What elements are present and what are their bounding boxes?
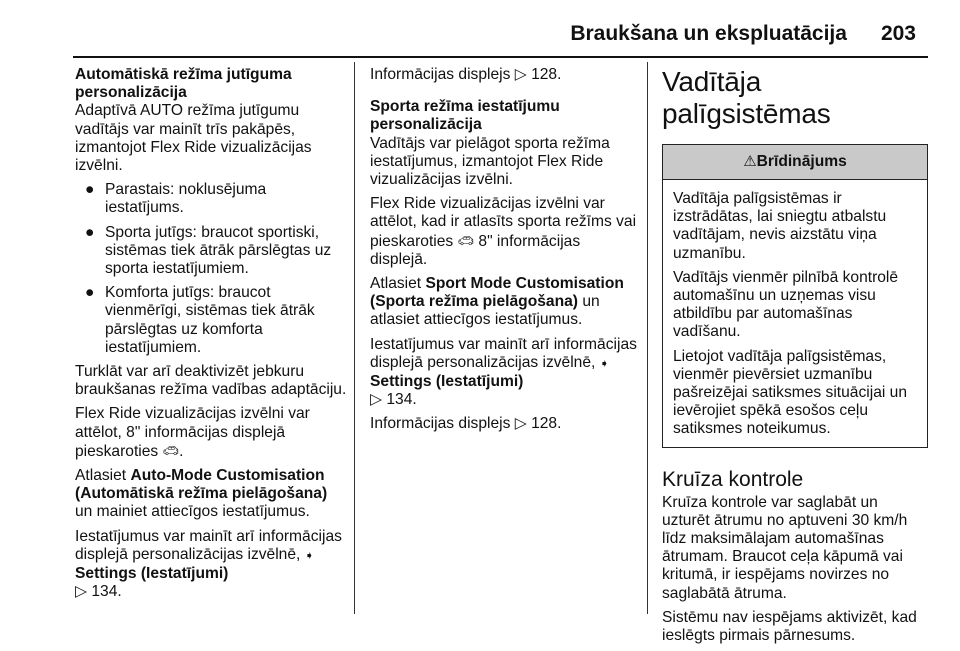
column-2	[370, 66, 640, 440]
section-heading: Automātiskā režīma jutīguma personalizācija	[75, 66, 292, 102]
bullet-icon: ●	[85, 223, 95, 241]
paragraph: Sistēmu nav iespējams aktivizēt, kad ieslēgts pirmais pārnesums.	[662, 608, 917, 645]
chapter-heading: Vadītāja palīgsistēmas	[662, 66, 831, 129]
page-reference[interactable]: 134.	[91, 583, 122, 601]
column-1	[75, 66, 347, 607]
subsection-heading: Kruīza kontrole	[662, 467, 804, 491]
reference-arrow-icon: ▷	[514, 415, 527, 433]
paragraph: Atlasiet Auto-Mode Customisation (Automātiskā režīma pielāgošana) un mainiet attiecīgos iestatījumus.	[75, 467, 328, 521]
paragraph: Informācijas displejs ▷ 128.	[370, 66, 562, 83]
warning-header: ⚠Brīdinājums	[663, 145, 927, 180]
list-item: ● Komforta jutīgs: braucot vienmērīgi, sistēmas tiek ātrāk pārslēgtas uz komforta iestatījumiem.	[85, 284, 315, 356]
page-reference[interactable]: 134.	[386, 391, 417, 409]
paragraph: Lietojot vadītāja palīgsistēmas, vienmēr pievērsiet uzmanību pašreizējai satiksmes situācijai un ievērojiet spēkā esošos ceļu satiksmes noteikumus.	[673, 347, 908, 438]
page-reference[interactable]: 128.	[531, 66, 562, 83]
column-divider	[647, 62, 648, 614]
paragraph: Turklāt var arī deaktivizēt jebkuru braukšanas režīma vadības adaptāciju.	[75, 363, 347, 399]
paragraph: Vadītājs var pielāgot sporta režīma iestatījumus, izmantojot Flex Ride vizualizācijas izvēlni.	[370, 134, 610, 189]
header-rule	[73, 56, 928, 58]
paragraph: Flex Ride vizualizācijas izvēlni var attēlot, kad ir atlasīts sporta režīms vai pieskaroties 🚗︎ 8" informācijas displejā.	[370, 195, 637, 268]
page-reference[interactable]: 128.	[531, 415, 562, 433]
paragraph: Iestatījumus var mainīt arī informācijas displejā personalizācijas izvēlnē, ➧ Settings (Iestatījumi) ▷ 134.	[370, 335, 637, 409]
bullet-icon: ●	[85, 181, 95, 199]
warning-triangle-icon: ⚠	[743, 153, 757, 170]
menu-arrow-icon: ➧	[304, 549, 314, 562]
paragraph: Vadītājs vienmēr pilnībā kontrolē automašīnu un uzņemas visu atbildību par automašīnas vadīšanu.	[673, 268, 899, 341]
reference-arrow-icon: ▷	[514, 66, 527, 83]
reference-arrow-icon: ▷	[75, 583, 87, 601]
column-3	[662, 66, 928, 651]
reference-arrow-icon: ▷	[370, 391, 382, 409]
list-item: ● Parastais: noklusējuma iestatījums.	[85, 181, 267, 217]
car-drive-mode-icon: 🚗︎	[457, 232, 475, 248]
column-divider	[354, 62, 355, 614]
warning-box	[662, 144, 928, 448]
paragraph: Iestatījumus var mainīt arī informācijas displejā personalizācijas izvēlnē, ➧ Settings (Iestatījumi) ▷ 134.	[75, 527, 342, 601]
bullet-icon: ●	[85, 284, 95, 302]
section-heading: Sporta režīma iestatījumu personalizācija	[370, 98, 560, 134]
list-item: ● Sporta jutīgs: braucot sportiski, sistēmas tiek ātrāk pārslēgtas uz sporta iestatījumiem.	[85, 223, 332, 278]
paragraph: Adaptīvā AUTO režīma jutīgumu vadītājs var mainīt trīs pakāpēs, izmantojot Flex Ride vizualizācijas izvēlni.	[75, 102, 312, 175]
paragraph: Kruīza kontrole var saglabāt un uzturēt ātrumu no aptuveni 30 km/h līdz maksimālajam automašīnas ātrumam. Braucot ceļa kāpumā vai kritumā, ir iespējams novirzes no saglabātā ātruma.	[662, 493, 908, 602]
car-drive-mode-icon: 🚗︎	[162, 442, 180, 458]
bullet-list	[75, 181, 347, 357]
paragraph: Flex Ride vizualizācijas izvēlni var attēlot, 8" informācijas displejā pieskaroties 🚗︎.	[75, 405, 310, 460]
paragraph: Informācijas displejs ▷ 128.	[370, 415, 562, 433]
page-header	[0, 22, 916, 46]
section-title: Braukšana un ekspluatācija	[570, 22, 847, 45]
page-number: 203	[880, 22, 916, 45]
paragraph: Vadītāja palīgsistēmas ir izstrādātas, lai sniegtu atbalstu vadītājam, nevis aizstātu viņa uzmanību.	[673, 190, 887, 262]
paragraph: Atlasiet Sport Mode Customisation (Sporta režīma pielāgošana) un atlasiet attiecīgos iestatījumus.	[370, 275, 624, 329]
warning-body	[663, 180, 927, 447]
menu-arrow-icon: ➧	[599, 357, 609, 370]
